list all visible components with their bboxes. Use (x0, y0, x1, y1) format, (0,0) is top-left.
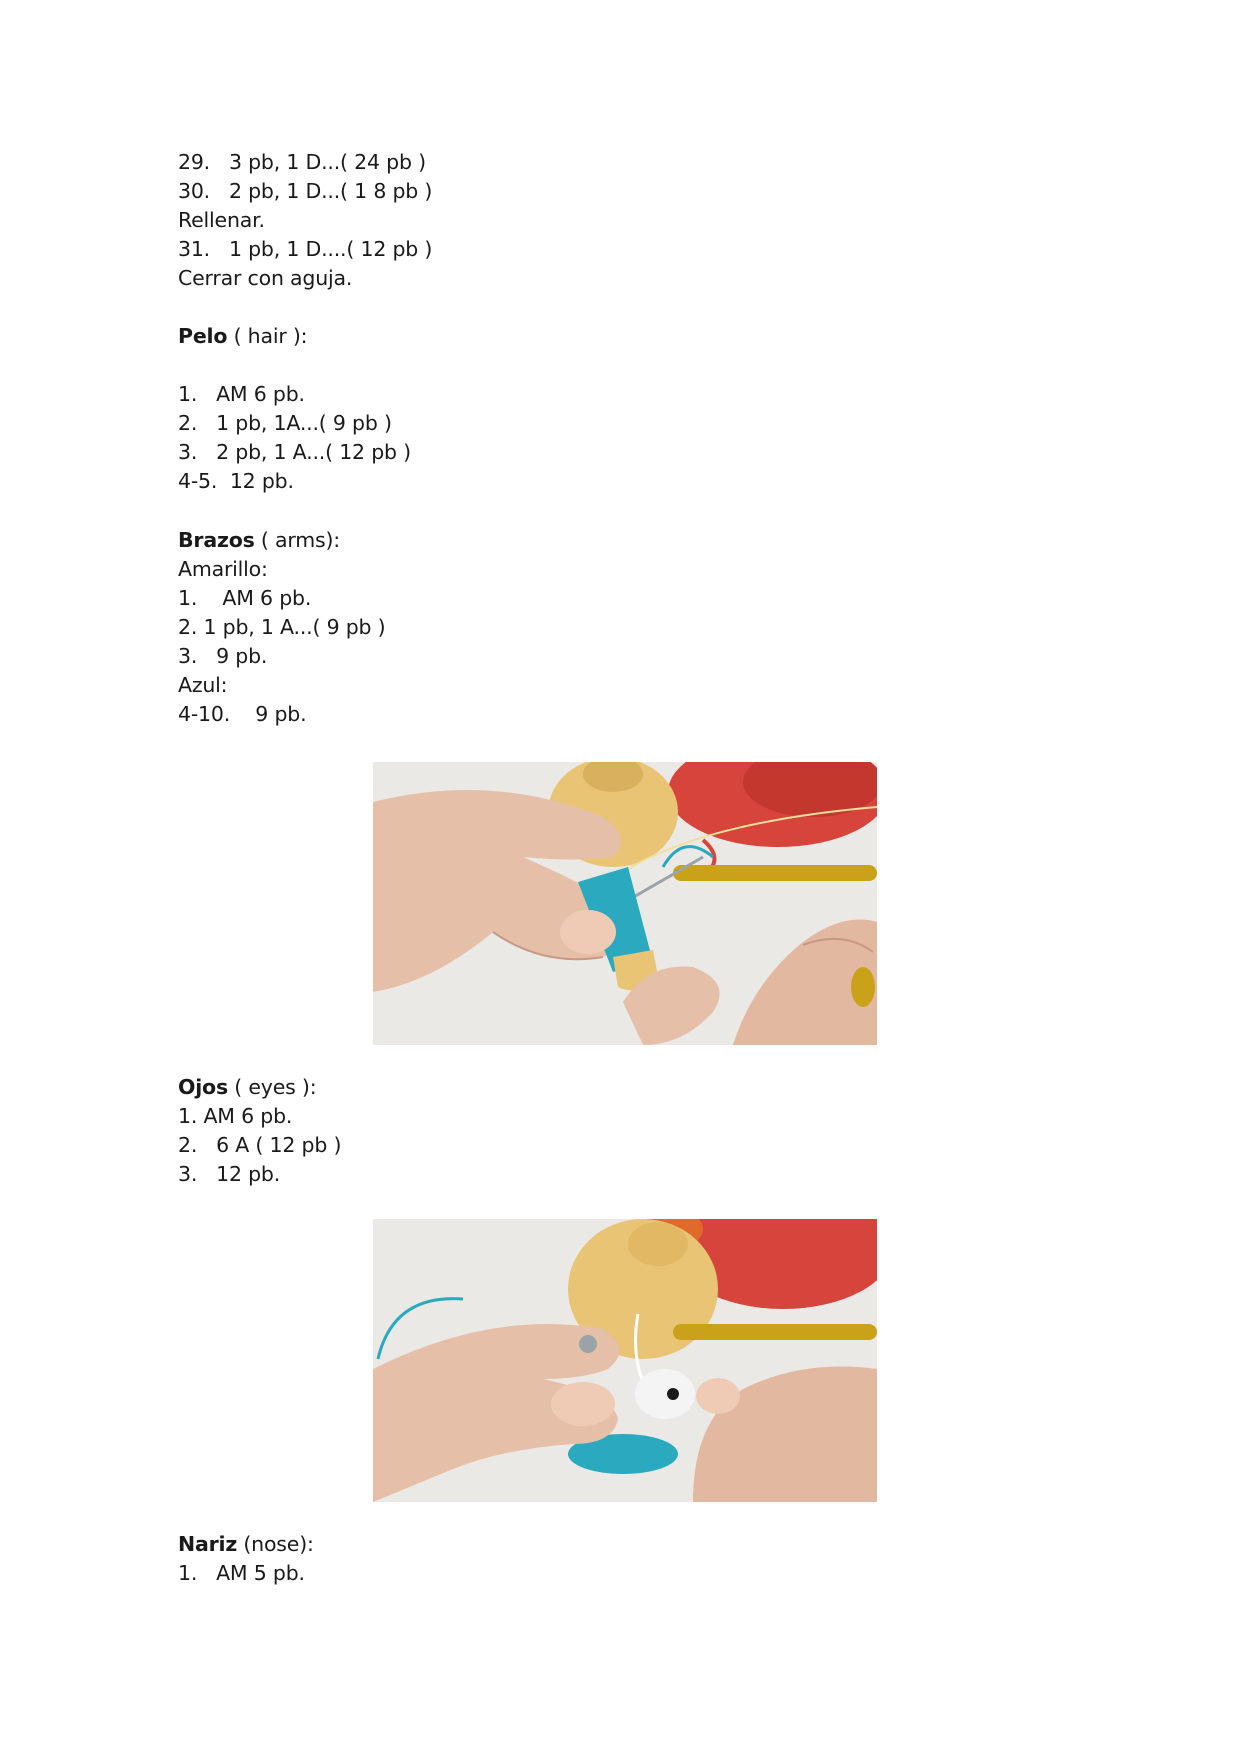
text-line: 29. 3 pb, 1 D...( 24 pb ) (178, 150, 426, 174)
text-line: 2. 6 A ( 12 pb ) (178, 1133, 342, 1157)
text-line: 1. AM 6 pb. (178, 586, 312, 610)
section-heading-nariz (178, 1530, 314, 1559)
text-line: 3. 2 pb, 1 A...( 12 pb ) (178, 440, 411, 464)
text-line: Amarillo: (178, 557, 268, 581)
photo-eye-crochet (373, 1219, 877, 1502)
text-line: 4-5. 12 pb. (178, 469, 294, 493)
text-line: Azul: (178, 673, 228, 697)
text-line: 3. 9 pb. (178, 644, 268, 668)
text-line: 3. 12 pb. (178, 1162, 281, 1186)
photo-arm-crochet (373, 762, 877, 1045)
photo-eye-crochet-illustration (373, 1219, 877, 1502)
heading-suffix: (nose): (237, 1532, 314, 1556)
text-line: 1. AM 5 pb. (178, 1561, 305, 1585)
heading-suffix: ( arms): (254, 528, 341, 552)
text-line: 4-10. 9 pb. (178, 702, 307, 726)
section-heading-brazos (178, 526, 340, 555)
text-line: 1. AM 6 pb. (178, 382, 305, 406)
heading-label: Nariz (178, 1532, 238, 1556)
text-line: Cerrar con aguja. (178, 266, 353, 290)
heading-label: Ojos (178, 1075, 228, 1099)
text-line: 30. 2 pb, 1 D...( 1 8 pb ) (178, 179, 433, 203)
heading-label: Pelo (178, 324, 228, 348)
text-line: 2. 1 pb, 1 A...( 9 pb ) (178, 615, 386, 639)
heading-suffix: ( hair ): (227, 324, 308, 348)
text-line: 2. 1 pb, 1A...( 9 pb ) (178, 411, 392, 435)
text-line: 31. 1 pb, 1 D....( 12 pb ) (178, 237, 433, 261)
text-line: 1. AM 6 pb. (178, 1104, 293, 1128)
section-heading-ojos (178, 1073, 316, 1102)
text-line: Rellenar. (178, 208, 265, 232)
heading-label: Brazos (178, 528, 255, 552)
photo-arm-crochet-illustration (373, 762, 877, 1045)
section-heading-pelo (178, 322, 307, 351)
heading-suffix: ( eyes ): (227, 1075, 317, 1099)
